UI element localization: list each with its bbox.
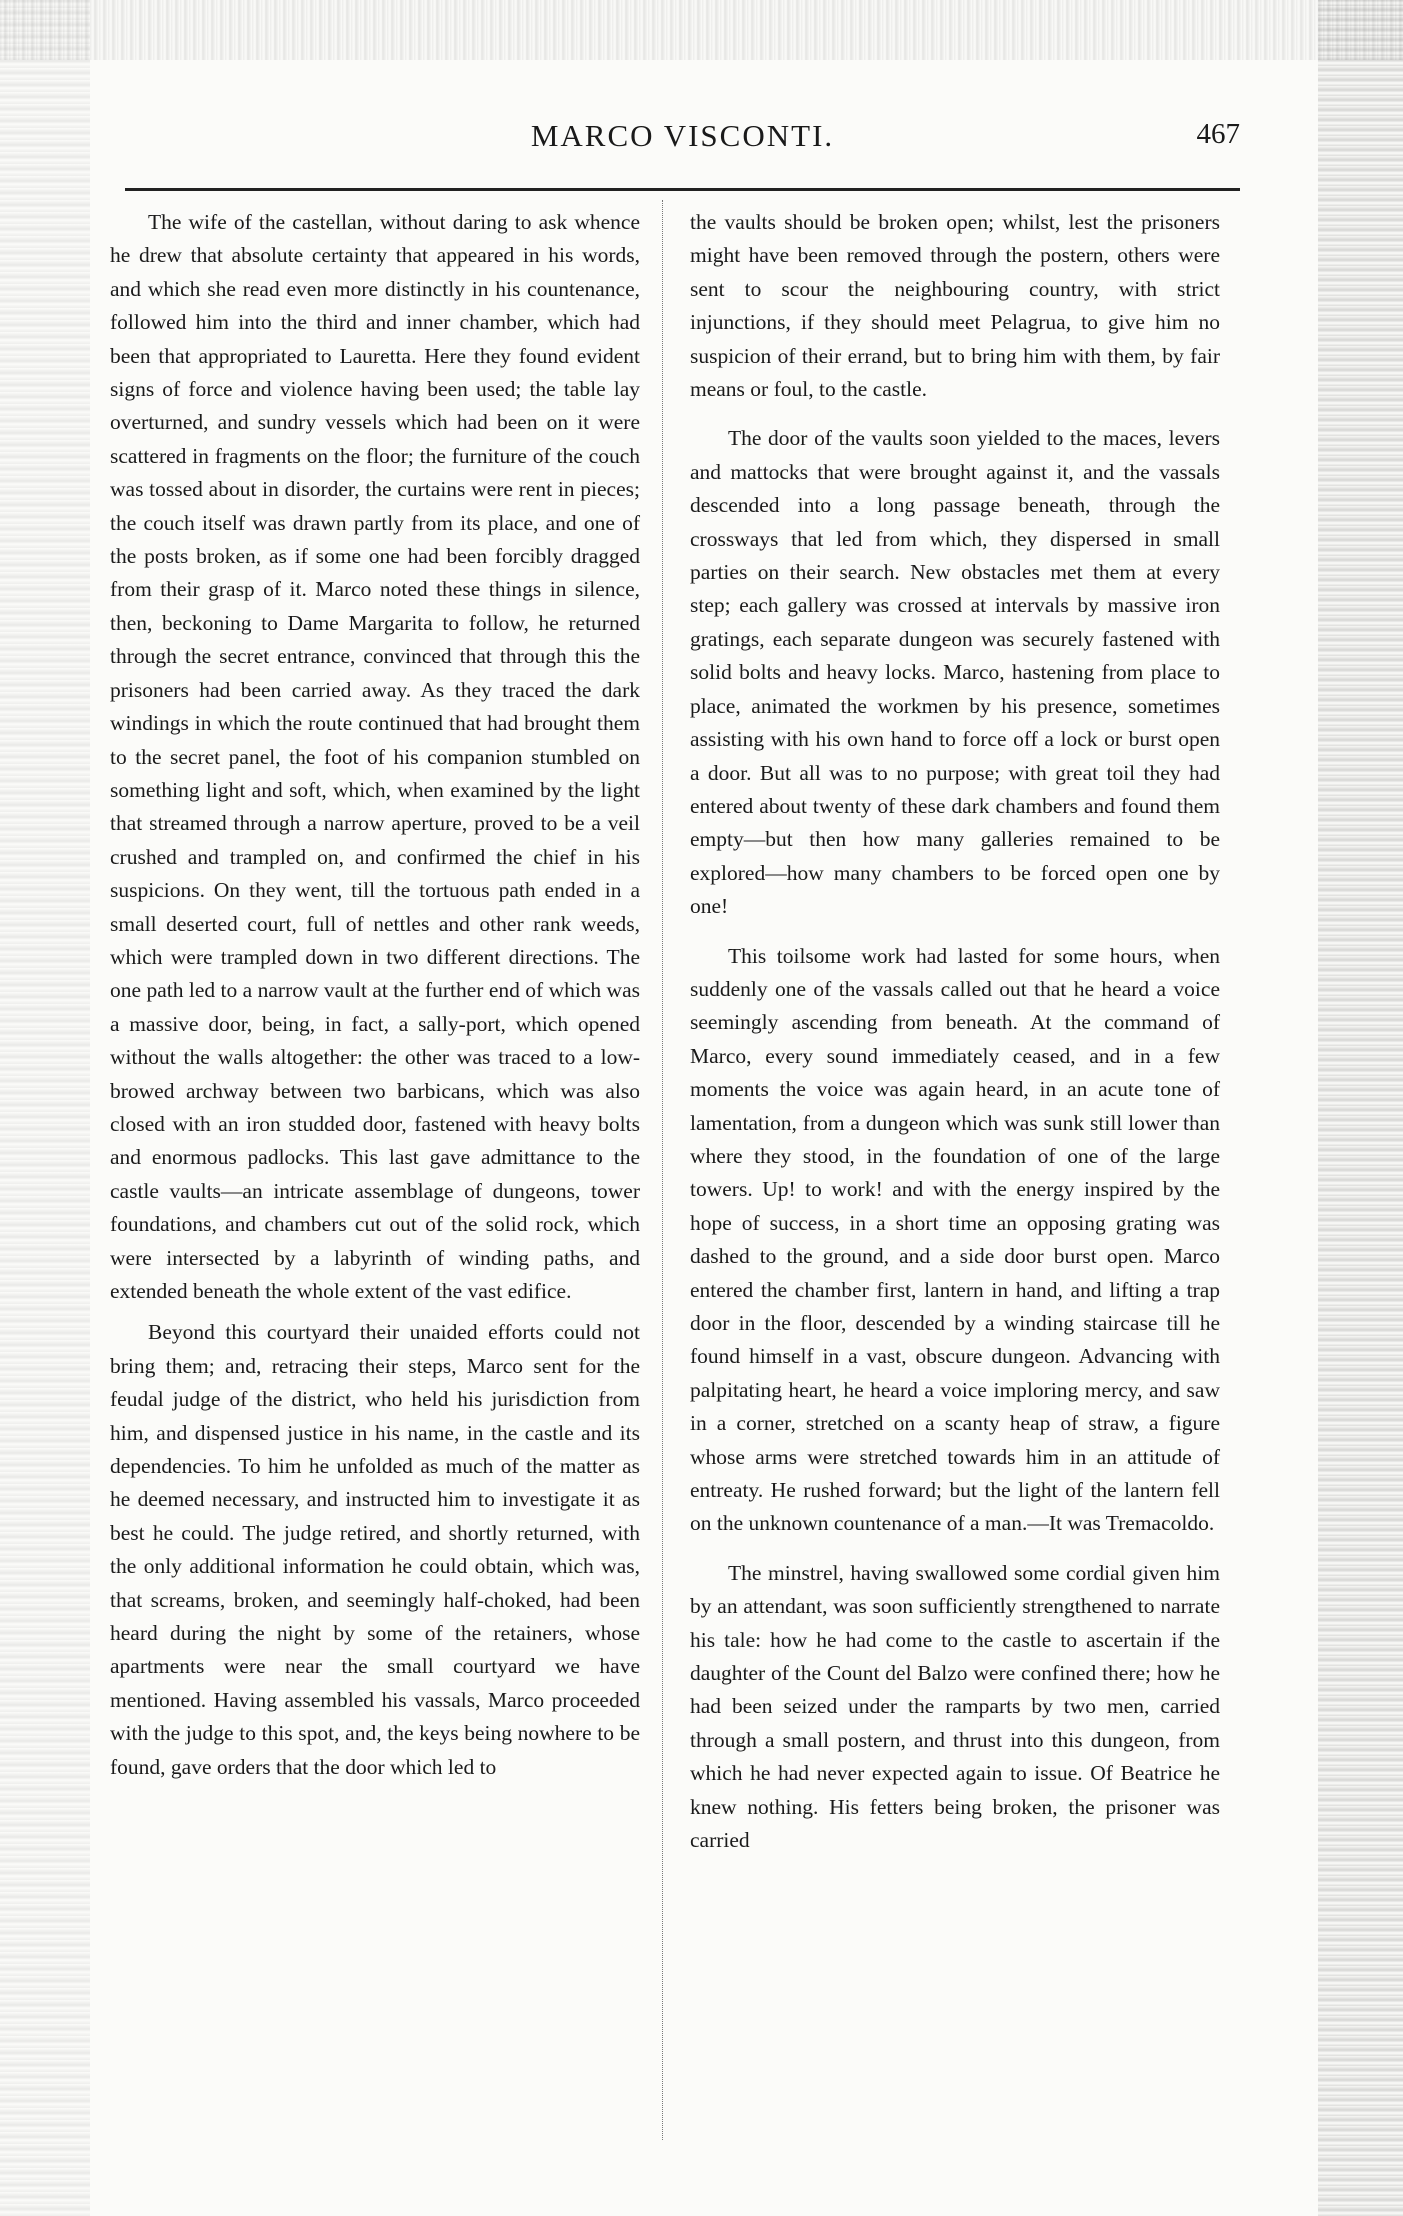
header-rule: [125, 188, 1240, 191]
running-title: MARCO VISCONTI.: [530, 118, 835, 153]
scan-noise-left: [0, 0, 90, 2216]
right-paragraph-2: The door of the vaults soon yielded to the maces, levers and mattocks that were brought against it, and the vassals descended into a long passage beneath, through the crossways that led from which, they dispersed in small parties on their search. New obstacles met them at every step; each gallery was crossed at intervals by massive iron gratings, each separate dungeon was securely fastened with solid bolts and heavy locks. Marco, hastening from place to place, animated the workmen by his presence, sometimes assisting with his own hand to force off a lock or burst open a door. But all was to no purpose; with great toil they had entered about twenty of these dark chambers and found them empty—but then how many galleries remained to be explored—how many chambers to be forced open one by one!: [690, 426, 1220, 919]
right-paragraph-1: the vaults should be broken open; whilst, lest the prisoners might have been removed through the postern, others were sent to scour the neighbouring country, with strict injunctions, if they should meet Pelagrua, to give him no suspicion of their errand, but to bring him with them, by fair means or foul, to the castle.: [690, 210, 1220, 402]
scan-noise-top: [0, 0, 1403, 60]
left-paragraph-1: The wife of the castellan, without daring to ask whence he drew that absolute certainty that appeared in his words, and which she read even more distinctly in his countenance, followed him into the third and inner chamber, which had been that appropriated to Lauretta. Here they found evident signs of force and violence having been used; the table lay overturned, and sundry vessels which had been on it were scattered in fragments on the floor; the furniture of the couch was tossed about in disorder, the curtains were rent in pieces; the couch itself was drawn partly from its place, and one of the posts broken, as if some one had been forcibly dragged from their grasp of it. Marco noted these things in silence, then, beckoning to Dame Margarita to follow, he returned through the secret entrance, convinced that through this the prisoners had been carried away. As they traced the dark windings in which the route continued that had brought them to the secret panel, the foot of his companion stumbled on something light and soft, which, when examined by the light that streamed through a narrow aperture, proved to be a veil crushed and trampled on, and confirmed the chief in his suspicions. On they went, till the tortuous path ended in a small deserted court, full of nettles and other rank weeds, which were trampled down in two different directions. The one path led to a narrow vault at the further end of which was a massive door, being, in fact, a sally-port, which opened without the walls altogether: the other was traced to a low-browed archway between two barbicans, which was also closed with an iron studded door, fastened with heavy bolts and enormous padlocks. This last gave admittance to the castle vaults—an intricate assemblage of dungeons, tower foundations, and chambers cut out of the solid rock, which were intersected by a labyrinth of winding paths, and extended beneath the whole extent of the vast edifice.: [110, 210, 640, 1303]
scan-noise-right: [1318, 0, 1403, 2216]
left-paragraph-2: Beyond this courtyard their unaided efforts could not bring them; and, retracing their steps, Marco sent for the feudal judge of the district, who held his jurisdiction from him, and dispensed justice in his name, in the castle and its dependencies. To him he unfolded as much of the matter as he deemed necessary, and instructed him to investigate it as best he could. The judge retired, and shortly returned, with the only additional information he could obtain, which was, that screams, broken, and seemingly half-choked, had been heard during the night by some of the retainers, whose apartments were near the small courtyard we have mentioned. Having assembled his vassals, Marco proceeded with the judge to this spot, and, the keys being nowhere to be found, gave orders that the door which led to: [110, 1320, 640, 1779]
running-header: [125, 118, 1240, 168]
page-number: 467: [1196, 118, 1240, 150]
right-paragraph-3: This toilsome work had lasted for some hours, when suddenly one of the vassals called out that he heard a voice seemingly ascending from beneath. At the command of Marco, every sound immediately ceased, and in a few moments the voice was again heard, in an acute tone of lamentation, from a dungeon which was sunk still lower than where they stood, in the foundation of one of the large towers. Up! to work! and with the energy inspired by the hope of success, in a short time an opposing grating was dashed to the ground, and a side door burst open. Marco entered the chamber first, lantern in hand, and lifting a trap door in the floor, descended by a winding staircase till he found himself in a vast, obscure dungeon. Advancing with palpitating heart, he heard a voice imploring mercy, and saw in a corner, stretched on a scanty heap of straw, a figure whose arms were stretched towards him in an attitude of entreaty. He rushed forward; but the light of the lantern fell on the unknown countenance of a man.—It was Tremacoldo.: [690, 943, 1220, 1536]
column-divider: [662, 200, 663, 2140]
right-paragraph-4: The minstrel, having swallowed some cordial given him by an attendant, was soon sufficiently strengthened to narrate his tale: how he had come to the castle to ascertain if the daughter of the Count del Balzo were confined there; how he had been seized under the ramparts by two men, carried through a small postern, and thrust into this dungeon, from which he had never expected again to issue. Of Beatrice he knew nothing. His fetters being broken, the prisoner was carried: [690, 1560, 1220, 1853]
left-column: [110, 206, 640, 1792]
right-column: [690, 206, 1220, 1874]
